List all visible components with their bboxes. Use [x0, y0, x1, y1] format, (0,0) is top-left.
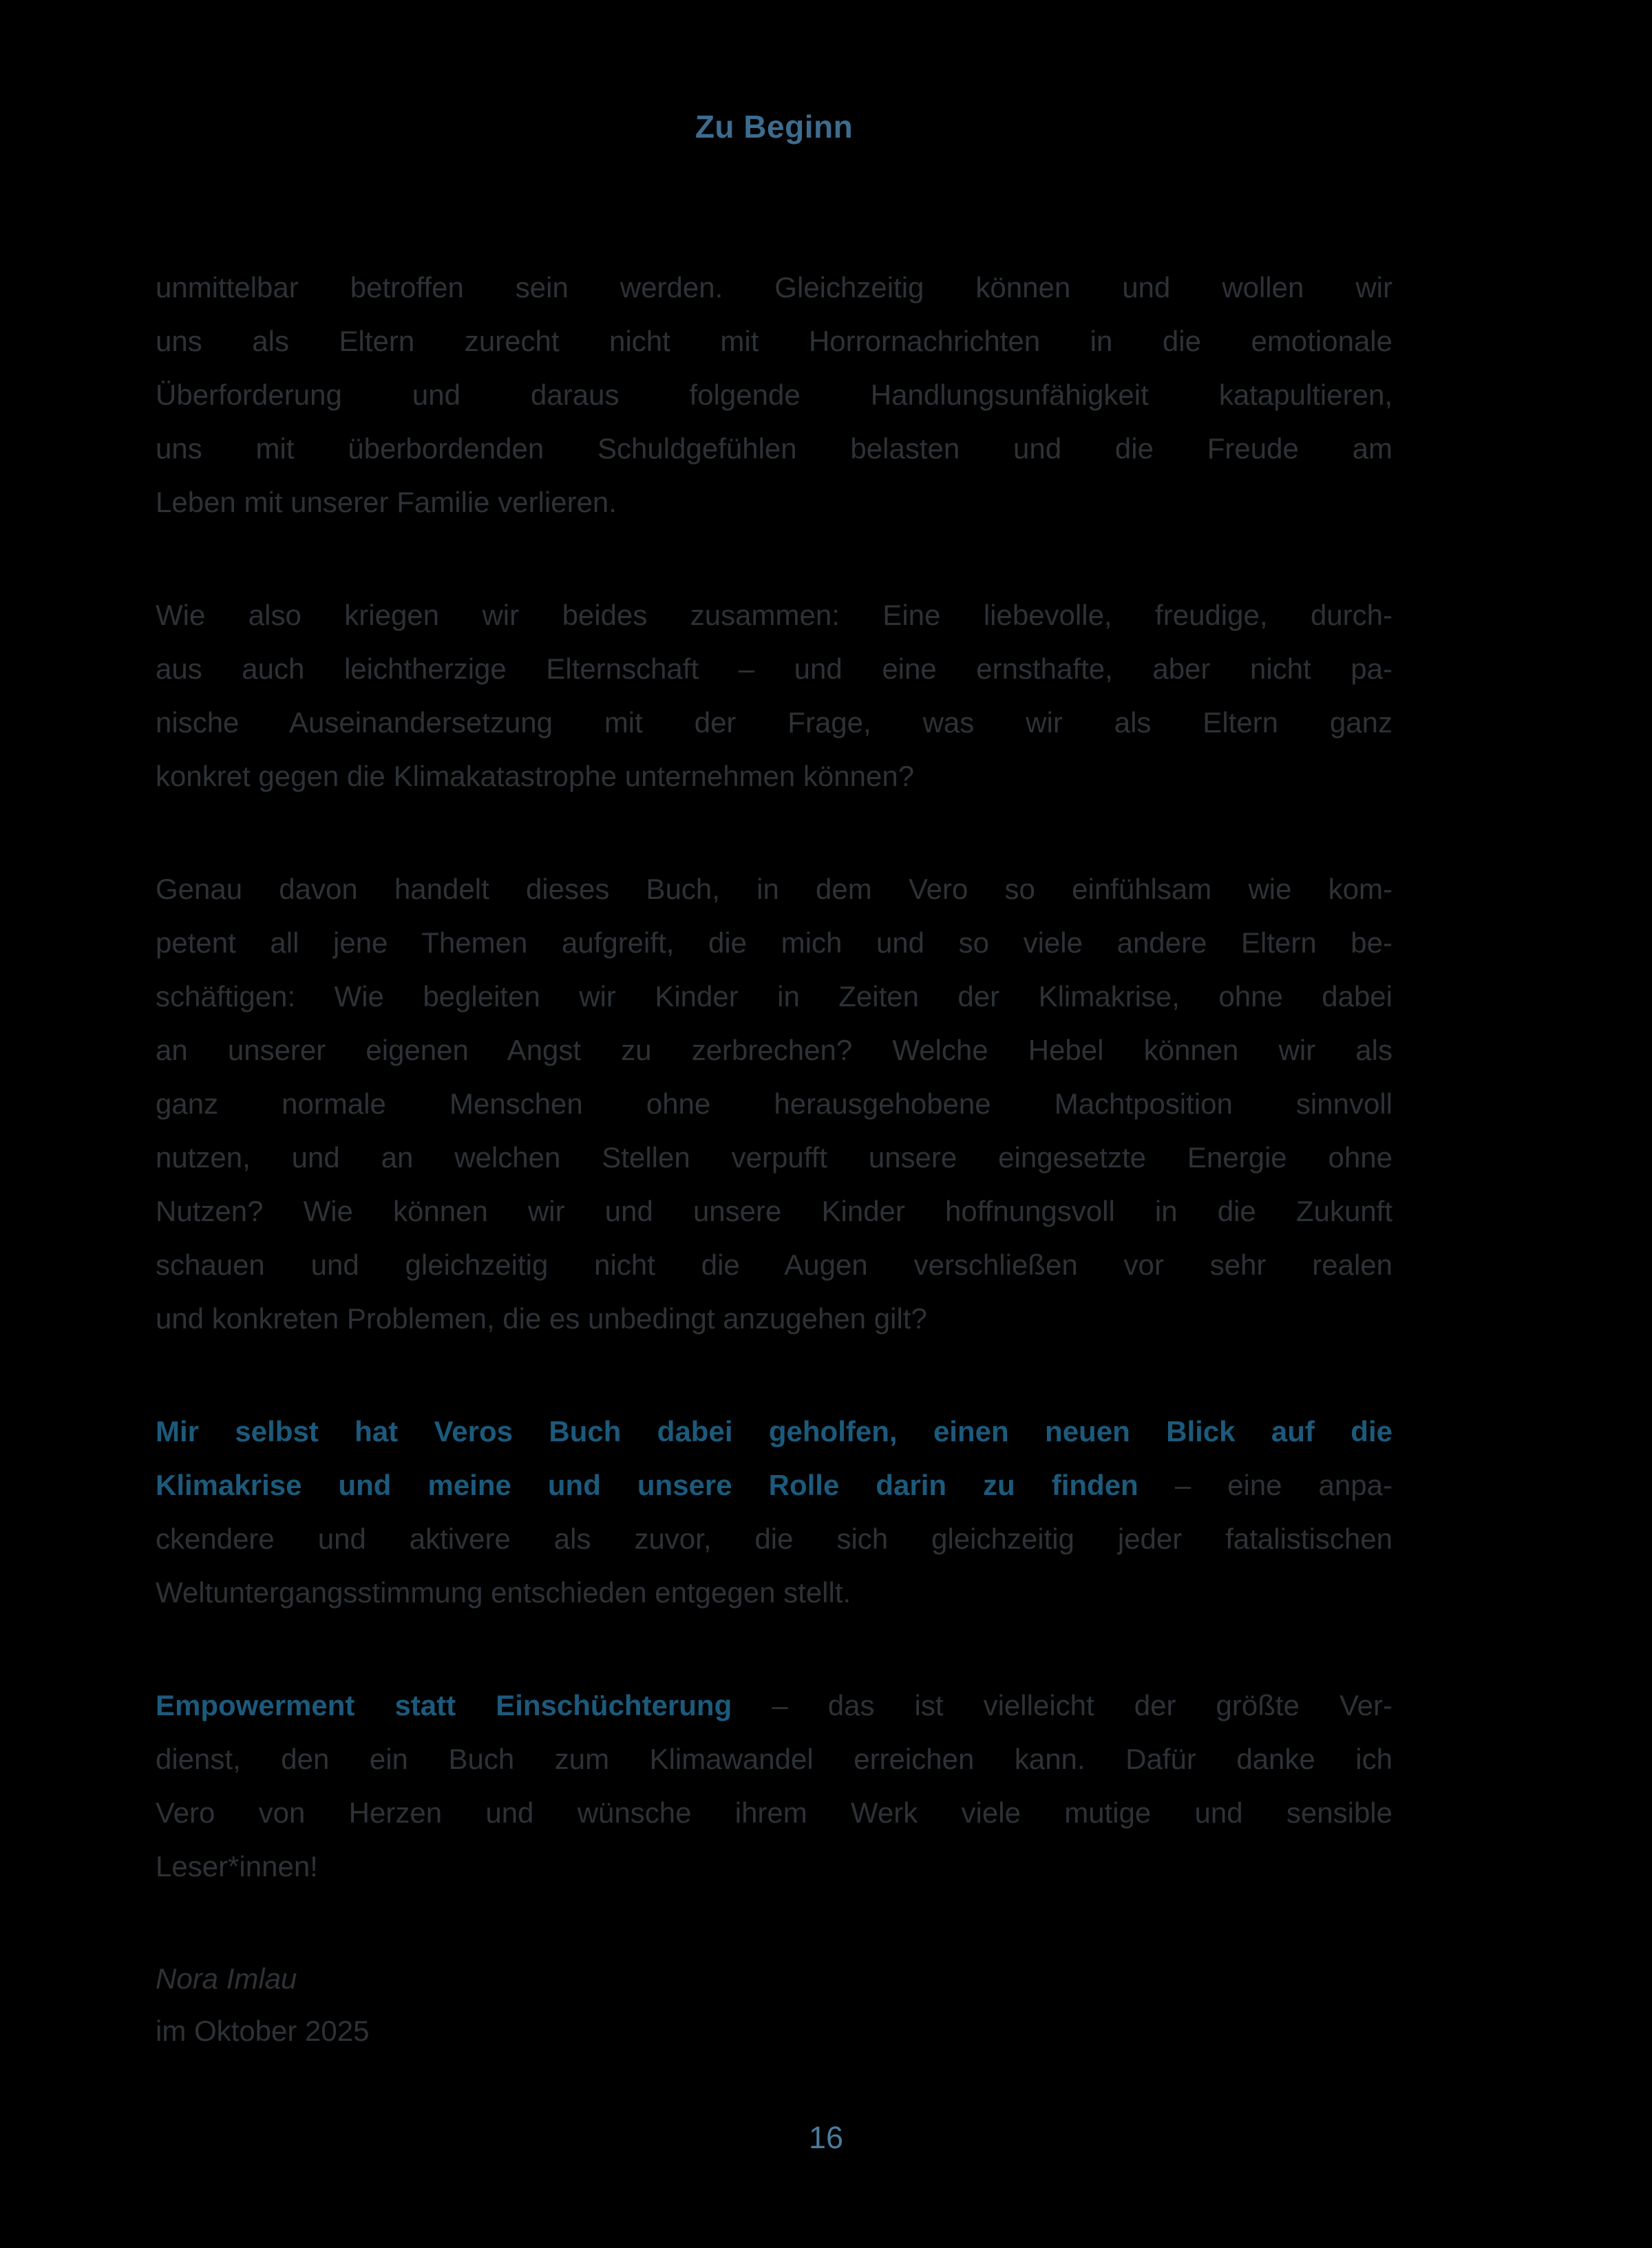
text-line: [156, 315, 1392, 368]
body-text: schäftigen: Wie begleiten wir Kinder in Zeiten der Klimakrise, ohne dabei: [156, 980, 1392, 1012]
body-paragraph: [156, 1679, 1392, 1894]
body-text: Überforderung und daraus folgende Handlungsunfähigkeit katapultieren,: [156, 379, 1392, 411]
body-text: Wie also kriegen wir beides zusammen: Eine liebevolle, freudige, durch-: [156, 599, 1392, 631]
text-line: [156, 1786, 1392, 1840]
text-line: [156, 696, 1392, 750]
body-text: – eine anpa-: [1138, 1469, 1392, 1501]
signature-block: [156, 1953, 1392, 2057]
text-line: [156, 1185, 1392, 1238]
body-text: aus auch leichtherzige Elternschaft – und eine ernsthafte, aber nicht pa-: [156, 653, 1392, 685]
text-line: [156, 970, 1392, 1024]
text-line: [156, 1459, 1392, 1512]
body-text: Vero von Herzen und wünsche ihrem Werk viele mutige und sensible: [156, 1796, 1392, 1829]
body-text: Leben mit unserer Familie verlieren.: [156, 486, 617, 518]
text-line: [156, 476, 1392, 529]
body-text: dienst, den ein Buch zum Klimawandel erreichen kann. Dafür danke ich: [156, 1743, 1392, 1775]
accent-bold-text: Empowerment statt Einschüchterung: [156, 1689, 732, 1721]
body-text: uns als Eltern zurecht nicht mit Horrornachrichten in die emotionale: [156, 325, 1392, 357]
page-content: [156, 261, 1392, 2057]
body-text: schauen und gleichzeitig nicht die Augen verschließen vor sehr realen: [156, 1249, 1392, 1281]
body-text: – das ist vielleicht der größte Ver-: [732, 1689, 1392, 1721]
text-line: [156, 862, 1392, 916]
body-text: ckendere und aktivere als zuvor, die sich gleichzeitig jeder fatalistischen: [156, 1523, 1392, 1555]
text-line: [156, 588, 1392, 642]
text-line: [156, 1238, 1392, 1292]
body-text: an unserer eigenen Angst zu zerbrechen? Welche Hebel können wir als: [156, 1034, 1392, 1066]
body-paragraph: [156, 1405, 1392, 1620]
text-line: [156, 1732, 1392, 1786]
text-line: [156, 642, 1392, 696]
body-text: konkret gegen die Klimakatastrophe unternehmen können?: [156, 760, 915, 792]
body-text: ganz normale Menschen ohne herausgehobene Machtposition sinnvoll: [156, 1088, 1392, 1120]
text-line: [156, 1679, 1392, 1732]
body-text: Genau davon handelt dieses Buch, in dem Vero so einfühlsam wie kom-: [156, 873, 1392, 905]
body-text: nische Auseinandersetzung mit der Frage, was wir als Eltern ganz: [156, 706, 1392, 739]
text-line: [156, 368, 1392, 422]
body-text: Nutzen? Wie können wir und unsere Kinder hoffnungsvoll in die Zukunft: [156, 1195, 1392, 1227]
text-line: [156, 750, 1392, 803]
text-line: [156, 261, 1392, 315]
text-line: [156, 916, 1392, 970]
body-paragraph: [156, 862, 1392, 1346]
body-text: unmittelbar betroffen sein werden. Gleichzeitig können und wollen wir: [156, 271, 1392, 304]
text-line: [156, 422, 1392, 476]
body-paragraph: [156, 588, 1392, 803]
body-text: nutzen, und an welchen Stellen verpufft unsere eingesetzte Energie ohne: [156, 1141, 1392, 1174]
accent-bold-text: Klimakrise und meine und unsere Rolle darin zu finden: [156, 1469, 1139, 1501]
text-line: [156, 1077, 1392, 1131]
text-line: [156, 1405, 1392, 1459]
body-text: Weltuntergangsstimmung entschieden entgegen stellt.: [156, 1576, 851, 1609]
text-line: [156, 1512, 1392, 1566]
text-line: [156, 1292, 1392, 1346]
text-line: [156, 1024, 1392, 1077]
signature-name: Nora Imlau: [156, 1962, 297, 1995]
running-header: Zu Beginn: [695, 109, 854, 145]
body-text: uns mit überbordenden Schuldgefühlen belasten und die Freude am: [156, 432, 1392, 465]
accent-bold-text: Mir selbst hat Veros Buch dabei geholfen, einen neuen Blick auf die: [156, 1415, 1392, 1448]
body-text: und konkreten Problemen, die es unbedingt anzugehen gilt?: [156, 1302, 927, 1335]
body-text: Leser*innen!: [156, 1850, 318, 1883]
text-line: [156, 1131, 1392, 1185]
page-number: 16: [808, 2120, 844, 2155]
body-paragraph: [156, 261, 1392, 529]
signature-date: im Oktober 2025: [156, 2015, 370, 2047]
text-line: [156, 1566, 1392, 1620]
body-text: petent all jene Themen aufgreift, die mich und so viele andere Eltern be-: [156, 926, 1392, 959]
text-line: [156, 1840, 1392, 1894]
